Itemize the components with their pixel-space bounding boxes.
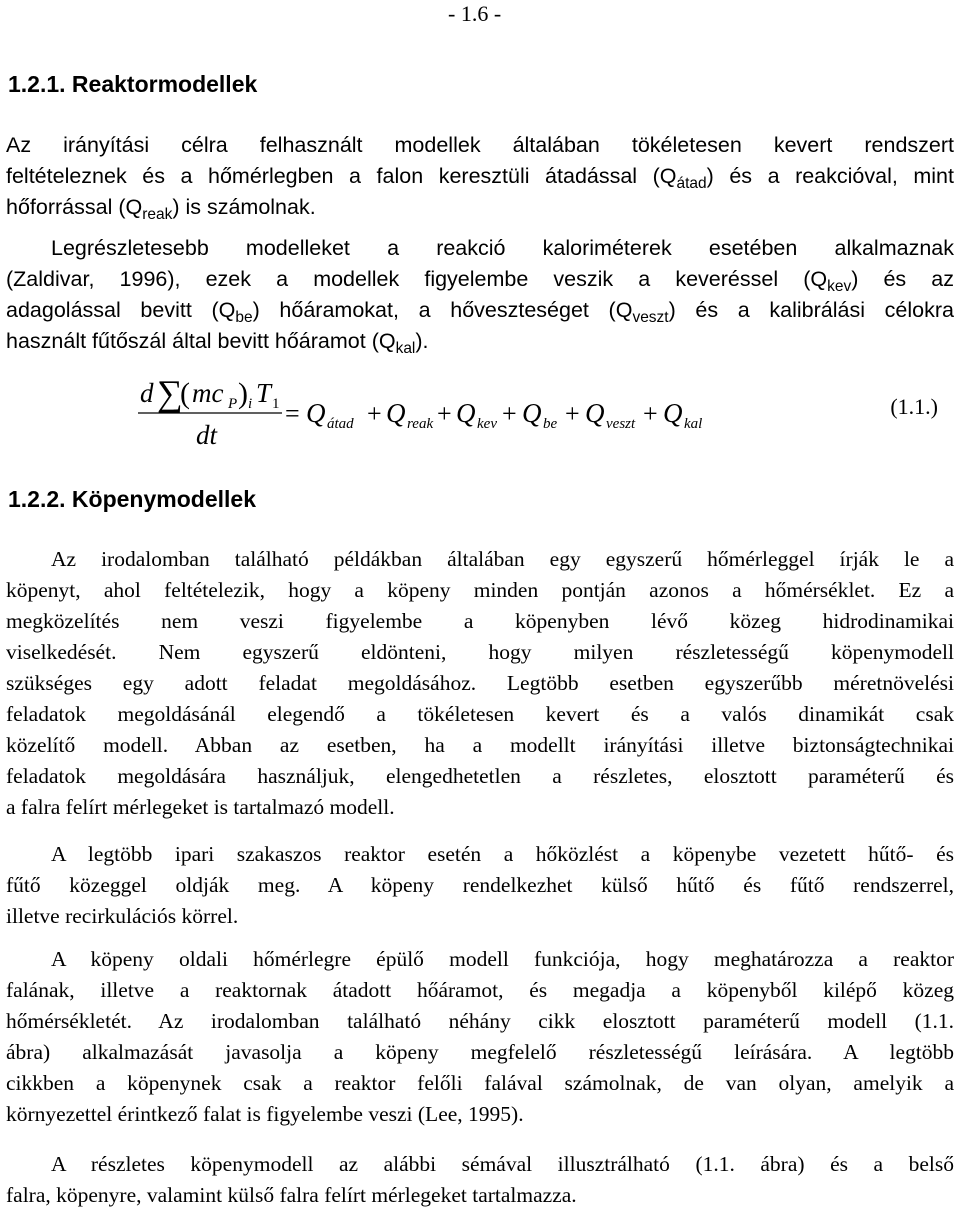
text-line: Legrészletesebb modelleket a reakció kaloriméterek esetében alkalmaznak [51,236,954,260]
text-line: falra, köpenyre, valamint külső falra felírt mérlegeket tartalmazza. [6,1183,577,1207]
eq-sub-be: be [543,416,558,432]
eq-Q1: Q [306,398,326,428]
text-line: hőforrással $(Q_{reak})$ is számolnak. [6,195,316,224]
eq-Q6: Q [663,398,683,428]
eq-d: d [140,378,154,408]
text-line: feltételeznek és a hőmérlegben a falon keresztüli átadással $(Q_{átad})$ és a reakcióval, mint [6,164,954,193]
text-line: ábra) alkalmazását javasolja a köpeny megfelelő részletességű leírására. A legtöbb [6,1040,954,1064]
eq-sub-reak: reak [407,416,434,432]
text-line: feladatok megoldására használjuk, elengedhetetlen a részletes, elosztott paraméterű és [6,764,954,788]
text-line: köpenyt, ahol feltételezik, hogy a köpeny minden pontján azonos a hőmérséklet. Ez a [6,578,954,602]
text-line: Az irányítási célra felhasznált modellek általában tökéletesen kevert rendszert [6,133,954,157]
eq-sub-p: P [228,396,238,412]
text-line: A részletes köpenymodell az alábbi sémával illusztrálható (1.1. ábra) és a belső [51,1152,954,1176]
eq-paren-open: ( [180,377,190,410]
eq-T: T [256,378,272,408]
eq-dt: dt [196,420,218,450]
eq-plus3: + [502,399,517,428]
equation-formula [130,372,810,454]
eq-sub-veszt: veszt [606,416,636,432]
eq-sub-i: i [248,396,253,412]
paragraph-kopeny-2 [6,839,954,932]
text-line: közelítő modell. Abban az esetben, ha a modellt irányítási illetve biztonságtechnikai [6,733,954,757]
eq-plus4: + [565,399,580,428]
text-line: Az irodalomban található példákban általában egy egyszerű hőmérleggel írják le a [51,547,954,571]
text-line: A legtöbb ipari szakaszos reaktor esetén a hőközlést a köpenybe vezetett hűtő- és [51,842,954,866]
eq-Q2: Q [386,398,406,428]
paragraph-kopeny-1 [6,544,954,823]
paragraph-reaktor-1 [6,130,954,223]
equation-heat-balance [130,372,950,454]
eq-mc: mc [192,378,224,408]
text-line: A köpeny oldali hőmérlegre épülő modell funkciója, hogy meghatározza a reaktor [51,947,954,971]
text-line: viselkedését. Nem egyszerű eldönteni, hogy milyen részletességű köpenymodell [6,640,954,664]
text-line: megközelítés nem veszi figyelembe a köpenyben lévő közeg hidrodinamikai [6,609,954,633]
eq-sigma: ∑ [157,373,183,413]
eq-plus1: + [367,399,382,428]
text-line: falának, illetve a reaktornak átadott hőáramot, és megadja a köpenyből kilépő közeg [6,978,954,1002]
section-heading-kopenymodellek: 1.2.2. Köpenymodellek [8,486,256,512]
eq-sub-kal: kal [684,416,703,432]
page-number: - 1.6 - [448,1,502,26]
text-line: illetve recirkulációs körrel. [6,904,239,928]
paragraph-reaktor-2 [6,233,954,357]
eq-equals: = [285,399,300,428]
eq-Q5: Q [585,398,605,428]
paragraph-kopeny-3 [6,944,954,1130]
eq-plus2: + [437,399,452,428]
eq-plus5: + [643,399,658,428]
eq-Q3: Q [456,398,476,428]
eq-sub-kev: kev [477,416,497,432]
text-line: szükséges egy adott feladat megoldásához. Legtöbb esetben egyszerűbb méretnövelési [6,671,954,695]
text-line: fűtő közeggel oldják meg. A köpeny rendelkezhet külső hűtő és fűtő rendszerrel, [6,873,954,897]
paragraph-kopeny-4 [6,1149,954,1211]
text-line: a falra felírt mérlegeket is tartalmazó modell. [6,795,395,819]
text-line: használt fűtőszál által bevitt hőáramot $(Q_{kal})$. [6,329,429,358]
equation-number: (1.1.) [890,394,938,419]
eq-sub-atad: átad [327,416,354,432]
eq-sub-1: 1 [272,396,280,412]
text-line: feladatok megoldásánál elegendő a tökéletesen kevert és a valós dinamikát csak [6,702,954,726]
eq-paren-close: ) [238,377,248,410]
text-line: (Zaldivar, 1996), ezek a modellek figyelembe veszik a keveréssel $(Q_{kev})$ és az [6,267,954,296]
text-line: környezettel érintkező falat is figyelembe veszi (Lee, 1995). [6,1102,524,1126]
text-line: hőmérsékletét. Az irodalomban található néhány cikk elosztott paraméterű modell (1.1. [6,1009,954,1033]
text-line: adagolással bevitt $(Q_{be})$ hőáramokat, a hőveszteséget $(Q_{veszt})$ és a kalibrálási célokra [6,298,954,327]
text-line: cikkben a köpenynek csak a reaktor felőli falával számolnak, de van olyan, amelyik a [6,1071,954,1095]
eq-Q4: Q [522,398,542,428]
section-heading-reaktormodellek: 1.2.1. Reaktormodellek [8,71,258,97]
